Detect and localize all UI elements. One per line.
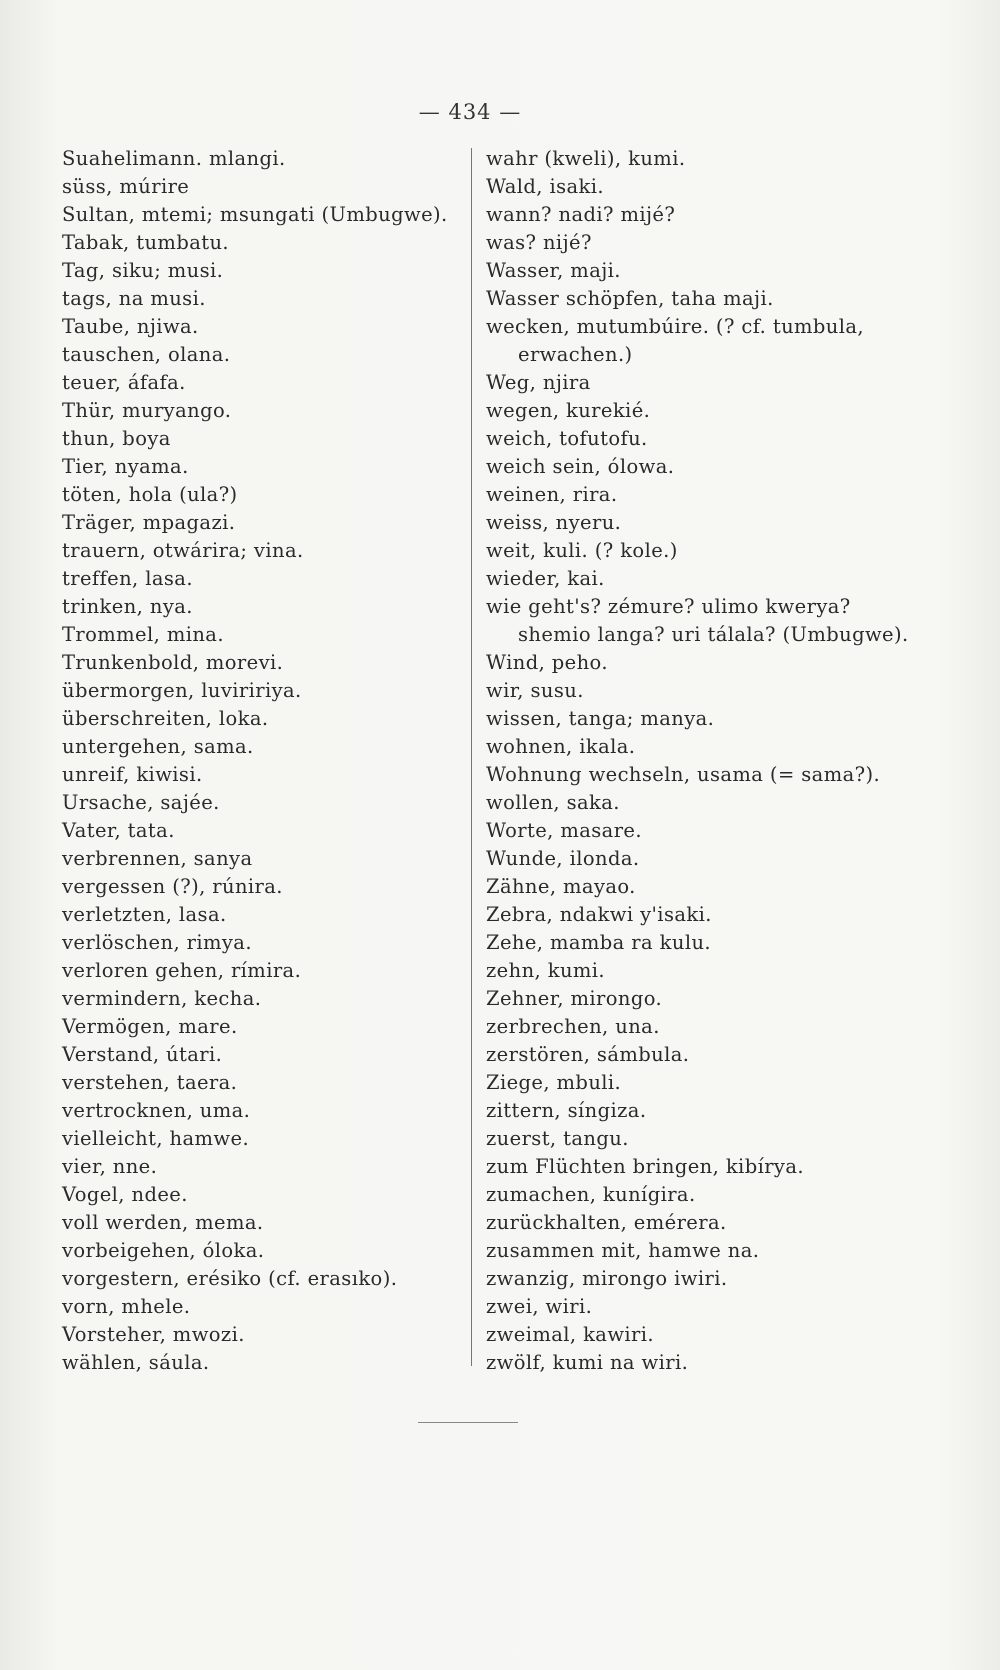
page-number: — 434 — <box>418 100 522 124</box>
vocabulary-entry: zwanzig, mirongo iwiri. <box>486 1267 728 1290</box>
vocabulary-entry: trinken, nya. <box>62 595 193 618</box>
vocabulary-entry: zittern, síngiza. <box>486 1099 647 1122</box>
vocabulary-entry: Vater, tata. <box>62 819 175 842</box>
vocabulary-entry: Zebra, ndakwi y'isaki. <box>486 903 712 926</box>
vocabulary-entry: Wind, peho. <box>486 651 608 674</box>
vocabulary-entry: wecken, mutumbúire. (? cf. tumbula, <box>486 315 865 338</box>
vocabulary-entry: Weg, njira <box>486 371 591 394</box>
vocabulary-entry: übermorgen, luviririya. <box>62 679 302 702</box>
vocabulary-entry: zwei, wiri. <box>486 1295 593 1318</box>
vocabulary-entry: Trunkenbold, morevi. <box>62 651 284 674</box>
vocabulary-entry: unreif, kiwisi. <box>62 763 203 786</box>
vocabulary-entry: verlöschen, rimya. <box>62 931 252 954</box>
vocabulary-entry: wahr (kweli), kumi. <box>486 147 686 170</box>
vocabulary-entry: verletzten, lasa. <box>62 903 227 926</box>
vocabulary-entry: wieder, kai. <box>486 567 605 590</box>
vocabulary-entry: trauern, otwárira; vina. <box>62 539 304 562</box>
vocabulary-entry: zerstören, sámbula. <box>486 1043 690 1066</box>
vocabulary-entry: wir, susu. <box>486 679 584 702</box>
vocabulary-entry: verbrennen, sanya <box>62 847 253 870</box>
vocabulary-entry: vertrocknen, uma. <box>62 1099 251 1122</box>
vocabulary-entry: Vorsteher, mwozi. <box>62 1323 245 1346</box>
vocabulary-entry: Worte, masare. <box>486 819 642 842</box>
vocabulary-entry: Wasser, maji. <box>486 259 621 282</box>
vocabulary-entry: vergessen (?), rúnira. <box>62 875 283 898</box>
vocabulary-entry: tauschen, olana. <box>62 343 231 366</box>
vocabulary-entry: vermindern, kecha. <box>62 987 262 1010</box>
left-column <box>62 145 470 1377</box>
vocabulary-entry: vorn, mhele. <box>62 1295 191 1318</box>
vocabulary-entry: Zehner, mirongo. <box>486 987 663 1010</box>
vocabulary-entry: voll werden, mema. <box>62 1211 264 1234</box>
vocabulary-entry: Wasser schöpfen, taha maji. <box>486 287 774 310</box>
vocabulary-entry: verstehen, taera. <box>62 1071 238 1094</box>
vocabulary-entry: Verstand, útari. <box>62 1043 223 1066</box>
vocabulary-entry: wählen, sáula. <box>62 1351 210 1374</box>
vocabulary-entry: töten, hola (ula?) <box>62 483 238 506</box>
vocabulary-entry: wissen, tanga; manya. <box>486 707 715 730</box>
vocabulary-entry: verloren gehen, rímira. <box>62 959 302 982</box>
vocabulary-entry: Trommel, mina. <box>62 623 224 646</box>
vocabulary-entry: wann? nadi? mijé? <box>486 203 676 226</box>
vocabulary-entry: thun, boya <box>62 427 171 450</box>
vocabulary-entry: süss, múrire <box>62 175 190 198</box>
vocabulary-entry: zumachen, kunígira. <box>486 1183 696 1206</box>
vocabulary-entry: Zehe, mamba ra kulu. <box>486 931 712 954</box>
vocabulary-entry: Wohnung wechseln, usama (= sama?). <box>486 763 881 786</box>
vocabulary-entry-continuation: erwachen.) <box>518 343 633 366</box>
vocabulary-entry: Zähne, mayao. <box>486 875 636 898</box>
vocabulary-entry: wie geht's? zémure? ulimo kwerya? <box>486 595 851 618</box>
vocabulary-entry: Tabak, tumbatu. <box>62 231 230 254</box>
vocabulary-entry: vielleicht, hamwe. <box>62 1127 250 1150</box>
vocabulary-entry: zweimal, kawiri. <box>486 1323 655 1346</box>
vocabulary-entry: Vermögen, mare. <box>62 1015 238 1038</box>
vocabulary-entry: Wunde, ilonda. <box>486 847 640 870</box>
vocabulary-entry: zurückhalten, emérera. <box>486 1211 727 1234</box>
vocabulary-entry: Tier, nyama. <box>62 455 189 478</box>
vocabulary-entry-continuation: shemio langa? uri tálala? (Umbugwe). <box>518 623 909 646</box>
vocabulary-entry: wollen, saka. <box>486 791 620 814</box>
vocabulary-entry: zwölf, kumi na wiri. <box>486 1351 689 1374</box>
vocabulary-entry: Ziege, mbuli. <box>486 1071 622 1094</box>
vocabulary-entry: teuer, áfafa. <box>62 371 186 394</box>
right-column <box>486 145 909 1377</box>
vocabulary-entry: weiss, nyeru. <box>486 511 622 534</box>
vocabulary-entry: wohnen, ikala. <box>486 735 636 758</box>
vocabulary-entry: treffen, lasa. <box>62 567 193 590</box>
vocabulary-entry: zerbrechen, una. <box>486 1015 660 1038</box>
vocabulary-entry: zehn, kumi. <box>486 959 606 982</box>
vocabulary-entry: Träger, mpagazi. <box>62 511 236 534</box>
vocabulary-entry: wegen, kurekié. <box>486 399 651 422</box>
vocabulary-entry: Suahelimann. mlangi. <box>62 147 286 170</box>
column-divider <box>471 148 472 1366</box>
vocabulary-entry: zum Flüchten bringen, kibírya. <box>486 1155 804 1178</box>
footer-rule <box>418 1422 518 1423</box>
vocabulary-entry: untergehen, sama. <box>62 735 254 758</box>
vocabulary-entry: vorbeigehen, óloka. <box>62 1239 265 1262</box>
vocabulary-entry: Vogel, ndee. <box>62 1183 188 1206</box>
vocabulary-entry: Sultan, mtemi; msungati (Umbugwe). <box>62 203 448 226</box>
vocabulary-entry: vier, nne. <box>62 1155 158 1178</box>
vocabulary-entry: zusammen mit, hamwe na. <box>486 1239 760 1262</box>
vocabulary-entry: weich, tofutofu. <box>486 427 648 450</box>
vocabulary-entry: zuerst, tangu. <box>486 1127 629 1150</box>
vocabulary-entry: tags, na musi. <box>62 287 206 310</box>
vocabulary-entry: Taube, njiwa. <box>62 315 199 338</box>
vocabulary-entry: weit, kuli. (? kole.) <box>486 539 678 562</box>
vocabulary-entry: vorgestern, erésiko (cf. erasıko). <box>62 1267 398 1290</box>
vocabulary-entry: weich sein, ólowa. <box>486 455 675 478</box>
vocabulary-entry: überschreiten, loka. <box>62 707 269 730</box>
vocabulary-entry: Wald, isaki. <box>486 175 605 198</box>
vocabulary-entry: Tag, siku; musi. <box>62 259 224 282</box>
vocabulary-entry: was? nijé? <box>486 231 592 254</box>
vocabulary-entry: Ursache, sajée. <box>62 791 220 814</box>
vocabulary-entry: Thür, muryango. <box>62 399 232 422</box>
vocabulary-entry: weinen, rira. <box>486 483 618 506</box>
